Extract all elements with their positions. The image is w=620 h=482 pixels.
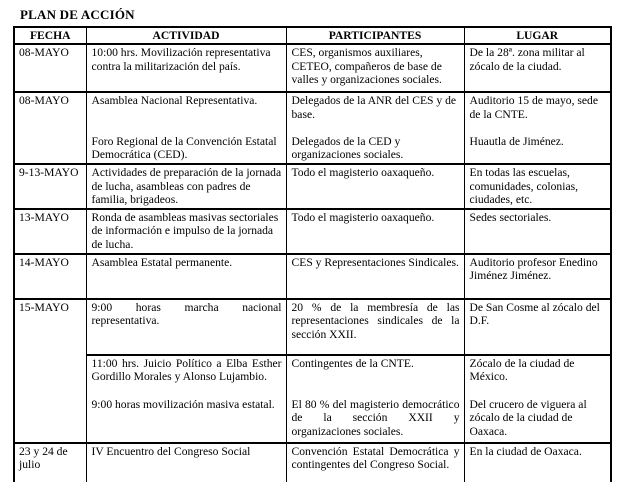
cell-paragraph: 10:00 hrs. Movilización representativa contra la militarización del país.: [91, 46, 271, 73]
cell-paragraph: Todo el magisterio oaxaqueño.: [291, 210, 435, 224]
blank-line: [92, 121, 282, 135]
blank-line: [292, 370, 460, 384]
cell-participantes: [286, 254, 464, 299]
blank-line: [470, 384, 607, 398]
blank-line: [292, 121, 460, 135]
cell-paragraph: Todo el magisterio oaxaqueño.: [291, 165, 435, 179]
cell-actividad: [86, 44, 286, 92]
cell-paragraph: Zócalo de la ciudad de México.: [469, 356, 575, 384]
cell-paragraph: 11:00 hrs. Juicio Político a Elba Esther Gordillo Morales y Alonso Lujambio.: [91, 356, 282, 384]
cell-actividad: [86, 92, 286, 164]
cell-paragraph: De San Cosme al zócalo del D.F.: [469, 300, 600, 328]
cell-paragraph: De la 28ª. zona militar al zócalo de la ciudad.: [469, 46, 585, 73]
cell-paragraph: 9:00 horas marcha nacional representativa.: [91, 300, 282, 328]
cell-paragraph: IV Encuentro del Congreso Social: [91, 444, 251, 458]
cell-participantes: [286, 44, 464, 92]
cell-paragraph: 9:00 horas movilización masiva estatal.: [91, 397, 275, 411]
cell-paragraph: En todas las escuelas, comunidades, colonias, ciudades, etc.: [469, 165, 579, 207]
cell-paragraph: Contingentes de la CNTE.: [291, 356, 414, 370]
cell-participantes: [286, 92, 464, 164]
table-row: [14, 209, 611, 254]
cell-paragraph: Auditorio profesor Enedino Jiménez Jiménez.: [469, 255, 598, 283]
cell-lugar: [464, 443, 611, 482]
header-row: [14, 27, 611, 44]
blank-line: [92, 108, 282, 122]
cell-fecha: 23 y 24 de julio: [14, 443, 86, 482]
blank-line: [470, 121, 607, 135]
cell-paragraph: Auditorio 15 de mayo, sede de la CNTE.: [469, 94, 598, 121]
cell-actividad: [86, 355, 286, 443]
cell-paragraph: Huautla de Jiménez.: [469, 134, 564, 148]
table-row: [14, 164, 611, 209]
cell-paragraph: Asamblea Estatal permanente.: [91, 255, 233, 269]
cell-actividad: [86, 209, 286, 254]
column-header-actividad: ACTIVIDAD: [86, 27, 286, 44]
cell-lugar: [464, 254, 611, 299]
column-header-participantes: PARTICIPANTES: [286, 27, 464, 44]
blank-line: [92, 384, 282, 398]
cell-paragraph: Del crucero de viguera al zócalo de la ciudad de Oaxaca.: [469, 397, 587, 438]
cell-fecha: 08-MAYO: [14, 44, 86, 92]
table-row: [14, 254, 611, 299]
column-header-lugar: LUGAR: [464, 27, 611, 44]
cell-paragraph: Delegados de la CED y organizaciones sociales.: [291, 134, 404, 162]
cell-participantes: [286, 209, 464, 254]
table-row: [14, 92, 611, 164]
cell-fecha: 9-13-MAYO: [14, 164, 86, 209]
table-row: [14, 299, 611, 355]
cell-participantes: [286, 355, 464, 443]
cell-paragraph: El 80 % del magisterio democrático de la sección XXII y organizaciones sociales.: [291, 397, 460, 438]
cell-lugar: [464, 299, 611, 355]
blank-line: [292, 384, 460, 398]
cell-lugar: [464, 92, 611, 164]
cell-fecha: 15-MAYO: [14, 299, 86, 443]
table-row: [14, 44, 611, 92]
cell-paragraph: CES, organismos auxiliares, CETEO, compañeros de base de valles y organizaciones sociales.: [291, 46, 442, 87]
cell-paragraph: Ronda de asambleas masivas sectoriales de información e impulso de la jornada de lucha.: [91, 210, 279, 251]
cell-actividad: [86, 254, 286, 299]
cell-paragraph: 20 % de la membresía de las representaciones sindicales de la sección XXII.: [291, 300, 460, 341]
cell-fecha: 14-MAYO: [14, 254, 86, 299]
cell-actividad: [86, 164, 286, 209]
cell-participantes: [286, 164, 464, 209]
column-header-fecha: FECHA: [14, 27, 86, 44]
table-row: [14, 355, 611, 443]
table-row: [14, 443, 611, 482]
cell-lugar: [464, 209, 611, 254]
cell-participantes: [286, 443, 464, 482]
cell-lugar: [464, 164, 611, 209]
cell-lugar: [464, 355, 611, 443]
cell-paragraph: Actividades de preparación de la jornada de lucha, asambleas con padres de familia, brigadeos.: [91, 165, 282, 207]
cell-fecha: 08-MAYO: [14, 92, 86, 164]
page-title: PLAN DE ACCIÓN: [20, 7, 135, 22]
action-plan-table: [13, 26, 612, 482]
cell-lugar: [464, 44, 611, 92]
cell-paragraph: Convención Estatal Democrática y contingentes del Congreso Social.: [291, 444, 460, 472]
cell-paragraph: CES y Representaciones Sindicales.: [291, 255, 459, 269]
cell-paragraph: Asamblea Nacional Representativa.: [91, 94, 258, 107]
cell-participantes: [286, 299, 464, 355]
cell-paragraph: Foro Regional de la Convención Estatal Democrática (CED).: [91, 134, 277, 162]
cell-actividad: [86, 299, 286, 355]
cell-paragraph: Delegados de la ANR del CES y de base.: [291, 94, 457, 121]
cell-actividad: [86, 443, 286, 482]
cell-paragraph: En la ciudad de Oaxaca.: [469, 444, 582, 458]
cell-fecha: 13-MAYO: [14, 209, 86, 254]
cell-paragraph: Sedes sectoriales.: [469, 210, 552, 224]
